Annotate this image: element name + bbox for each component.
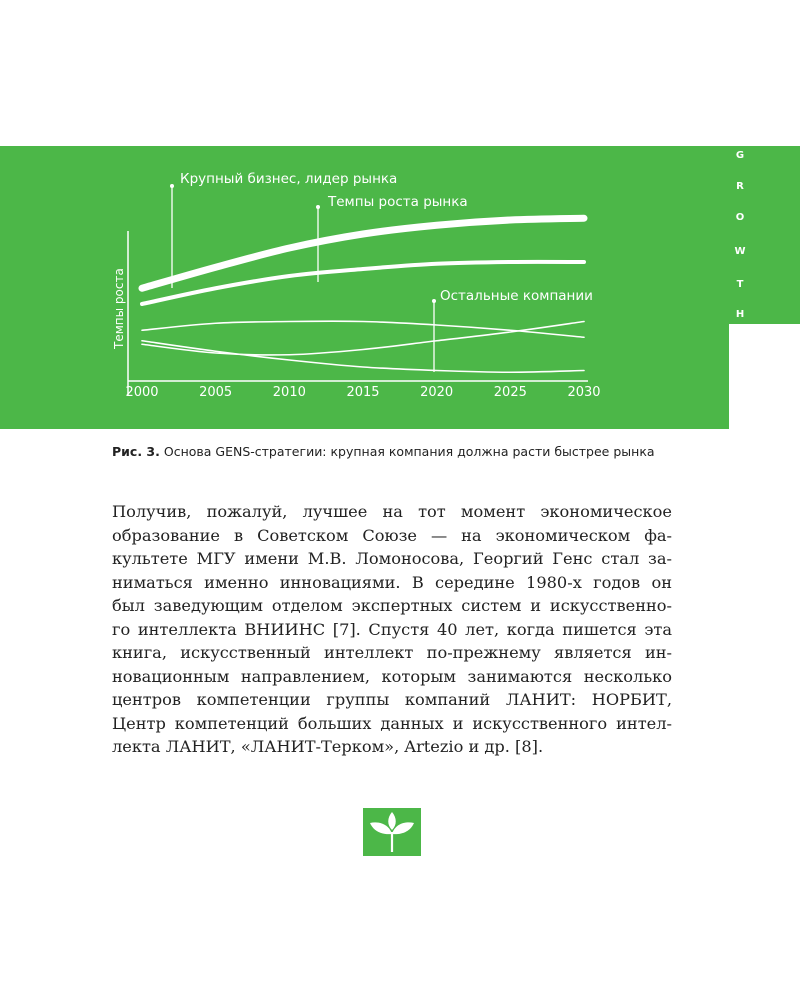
side-letter: R [736,181,744,192]
paragraph-line: центров компетенции группы компаний ЛАНИТ: НОРБИТ, [112,690,672,709]
paragraph-line: книга, искусственный интеллект по-прежнему является ин- [112,643,672,662]
x-tick-label: 2015 [346,385,380,400]
paragraph-line: был заведующим отделом экспертных систем и искусственно- [112,596,672,615]
figure-caption [112,443,672,460]
body-paragraph [112,500,672,759]
caption-text: Основа GENS-стратегии: крупная компания должна расти быстрее рынка [159,444,655,459]
side-letter: T [736,279,744,290]
series-line-large-business [142,218,584,288]
y-axis-label: Темпы роста [112,268,126,349]
paragraph-line: го интеллекта ВНИИНС [7]. Спустя 40 лет, когда пишется эта [112,619,672,639]
chart-callouts [170,171,593,372]
x-tick-label: 2025 [493,385,527,400]
side-letter: H [735,309,745,320]
x-tick-labels [125,385,600,400]
series-line-other-1 [142,321,584,337]
paragraph-line: лекта ЛАНИТ, «ЛАНИТ-Терком», Artezio и др. [8]. [112,737,544,756]
paragraph-line: образование в Советском Союзе — на экономическом фа- [112,525,672,545]
leaf-sprout-icon [363,808,421,856]
chart-axes [128,231,588,395]
x-tick-label: 2010 [272,385,306,400]
growth-chart [0,146,729,429]
side-letter: G [735,150,745,161]
callout-dot [432,299,436,303]
paragraph-line: Центр компетенций больших данных и искусственного интел- [112,713,672,733]
paragraph-line: культете МГУ имени М.В. Ломоносова, Георгий Генс стал за- [112,549,672,568]
side-section-tab [729,146,800,324]
x-tick-label: 2005 [199,385,233,400]
paragraph-line: ниматься именно инновациями. В середине 1980-х годов он [112,572,672,592]
annotation-large-business: Крупный бизнес, лидер рынка [180,171,398,187]
annotation-market-growth: Темпы роста рынка [328,194,468,210]
caption-label: Рис. 3. [112,444,160,459]
annotation-other-companies: Остальные компании [440,288,593,304]
side-letter: O [735,212,745,223]
series-line-other-3 [142,341,584,373]
x-tick-label: 2000 [125,385,159,400]
paragraph-line: Получив, пожалуй, лучшее на тот момент экономическое [112,502,672,521]
callout-dot [316,205,320,209]
callout-dot [170,184,174,188]
paragraph-line: новационным направлением, которым занимаются несколько [112,666,672,686]
publisher-logo [363,808,421,856]
x-tick-label: 2030 [567,385,601,400]
x-tick-label: 2020 [420,385,454,400]
side-letter: W [734,246,746,257]
